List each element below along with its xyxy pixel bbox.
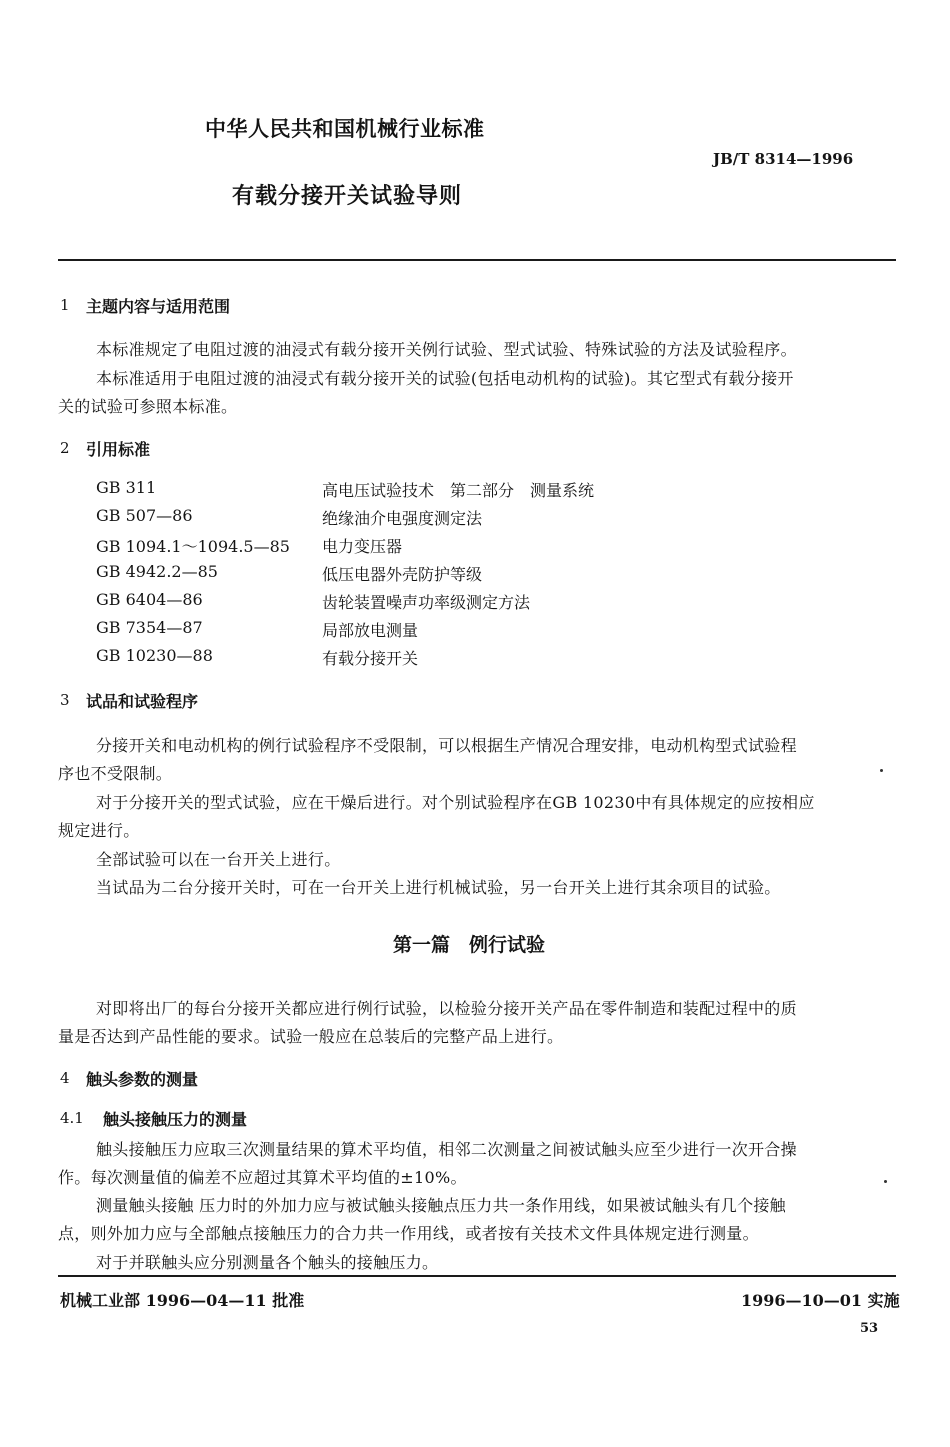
part-1-paragraph-line-1: 对即将出厂的每台分接开关都应进行例行试验，以检验分接开关产品在零件制造和装配过程中的质 xyxy=(96,999,797,1018)
standard-code: JB/T 8314—1996 xyxy=(713,150,854,168)
section-4-number: 4 xyxy=(60,1069,70,1087)
section-1-paragraph-2-line-1: 本标准适用于电阻过渡的油浸式有载分接开关的试验(包括电动机构的试验)。其它型式有载分接开 xyxy=(96,369,794,388)
section-2-title: 引用标准 xyxy=(86,440,151,459)
subsection-4-1-paragraph-1-line-1: 触头接触压力应取三次测量结果的算术平均值，相邻二次测量之间被试触头应至少进行一次开合操 xyxy=(96,1140,797,1159)
header-rule xyxy=(58,259,896,261)
reference-code: GB 311 xyxy=(96,478,157,497)
reference-name: 有载分接开关 xyxy=(322,649,419,668)
reference-name: 局部放电测量 xyxy=(322,621,419,640)
subsection-4-1-title: 触头接触压力的测量 xyxy=(103,1110,248,1129)
reference-code: GB 1094.1～1094.5—85 xyxy=(96,537,290,556)
reference-code: GB 10230—88 xyxy=(96,646,213,665)
standard-organization: 中华人民共和国机械行业标准 xyxy=(205,116,485,141)
effective-date: 1996—10—01 实施 xyxy=(741,1291,900,1310)
section-1-paragraph-1: 本标准规定了电阻过渡的油浸式有载分接开关例行试验、型式试验、特殊试验的方法及试验程序。 xyxy=(96,340,797,359)
reference-name: 低压电器外壳防护等级 xyxy=(322,565,483,584)
subsection-4-1-paragraph-1-line-2: 作。每次测量值的偏差不应超过其算术平均值的±10%。 xyxy=(58,1168,467,1187)
reference-code: GB 7354—87 xyxy=(96,618,203,637)
footer-rule xyxy=(58,1275,896,1277)
section-1-number: 1 xyxy=(60,296,70,314)
speck-mark xyxy=(880,769,883,772)
section-3-paragraph-3: 全部试验可以在一台开关上进行。 xyxy=(96,850,341,869)
section-1-title: 主题内容与适用范围 xyxy=(86,297,231,316)
section-3-number: 3 xyxy=(60,691,70,709)
section-3-paragraph-2-line-2: 规定进行。 xyxy=(58,821,140,840)
reference-code: GB 4942.2—85 xyxy=(96,562,218,581)
reference-name: 高电压试验技术 第二部分 测量系统 xyxy=(322,481,595,500)
subsection-4-1-number: 4.1 xyxy=(60,1109,84,1127)
part-1-title: 第一篇 例行试验 xyxy=(393,934,546,956)
speck-mark xyxy=(884,1180,887,1183)
subsection-4-1-paragraph-2-line-2: 点，则外加力应与全部触点接触压力的合力共一作用线，或者按有关技术文件具体规定进行测量。 xyxy=(58,1224,759,1243)
section-3-paragraph-2-line-1: 对于分接开关的型式试验，应在干燥后进行。对个别试验程序在GB 10230中有具体规定的应按相应 xyxy=(96,793,815,812)
section-1-paragraph-2-line-2: 关的试验可参照本标准。 xyxy=(58,397,238,416)
section-3-paragraph-4: 当试品为二台分接开关时，可在一台开关上进行机械试验，另一台开关上进行其余项目的试验。 xyxy=(96,878,781,897)
part-1-paragraph-line-2: 量是否达到产品性能的要求。试验一般应在总装后的完整产品上进行。 xyxy=(58,1027,564,1046)
section-4-title: 触头参数的测量 xyxy=(86,1070,199,1089)
reference-code: GB 6404—86 xyxy=(96,590,203,609)
reference-name: 电力变压器 xyxy=(322,537,403,556)
reference-code: GB 507—86 xyxy=(96,506,193,525)
section-3-paragraph-1-line-1: 分接开关和电动机构的例行试验程序不受限制，可以根据生产情况合理安排，电动机构型式试验程 xyxy=(96,736,797,755)
subsection-4-1-paragraph-3: 对于并联触头应分别测量各个触头的接触压力。 xyxy=(96,1253,439,1272)
subsection-4-1-paragraph-2-line-1: 测量触头接触 压力时的外加力应与被试触头接触点压力共一条作用线，如果被试触头有几个接触 xyxy=(96,1196,786,1215)
page-number: 53 xyxy=(860,1321,879,1336)
section-2-number: 2 xyxy=(60,439,70,457)
document-title: 有载分接开关试验导则 xyxy=(232,183,463,209)
approval-date: 机械工业部 1996—04—11 批准 xyxy=(60,1291,305,1310)
reference-name: 绝缘油介电强度测定法 xyxy=(322,509,483,528)
reference-name: 齿轮装置噪声功率级测定方法 xyxy=(322,593,531,612)
section-3-title: 试品和试验程序 xyxy=(86,692,199,711)
section-3-paragraph-1-line-2: 序也不受限制。 xyxy=(58,764,173,783)
